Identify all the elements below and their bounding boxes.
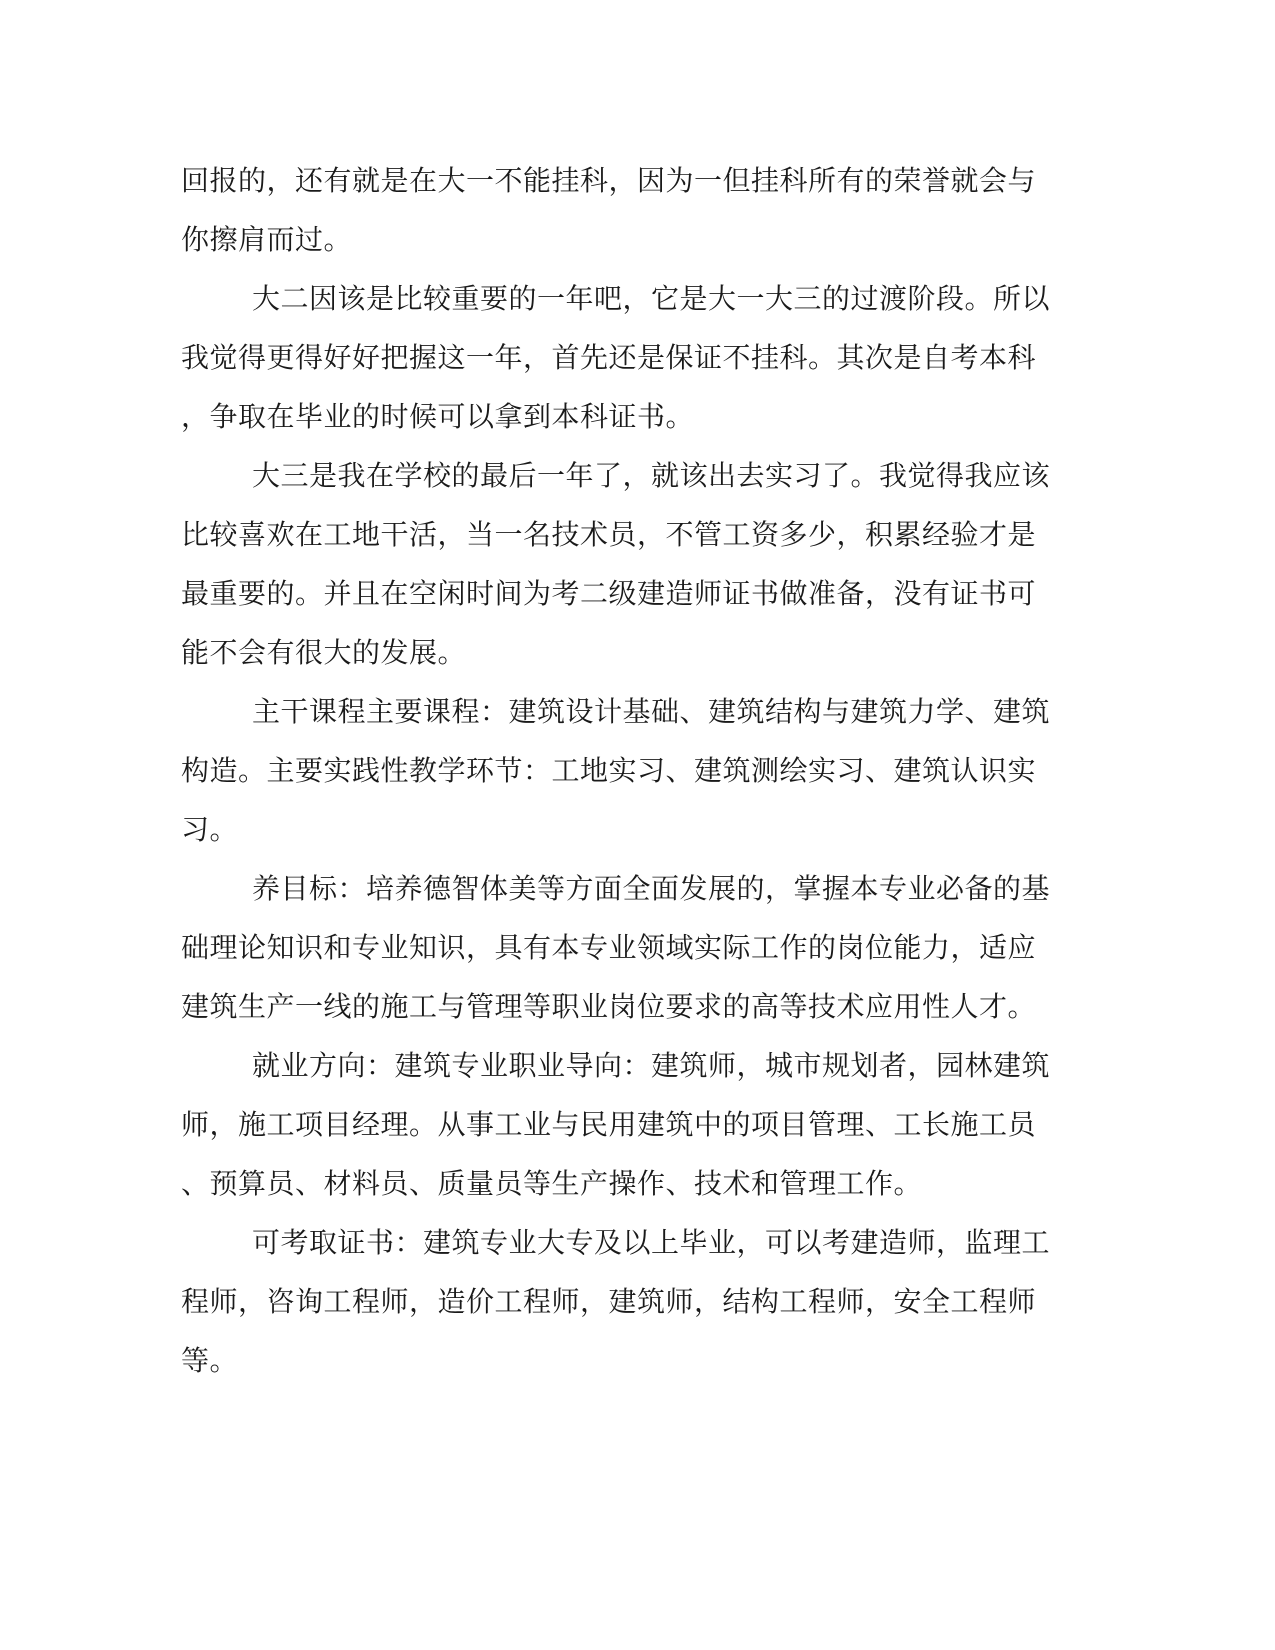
- text-line: 最重要的。并且在空闲时间为考二级建造师证书做准备，没有证书可: [181, 577, 1037, 610]
- paragraph-first-line: 养目标：培养德智体美等方面全面发展的，掌握本专业必备的基: [252, 872, 1051, 905]
- text-line: 础理论知识和专业知识，具有本专业领域实际工作的岗位能力，适应: [181, 931, 1037, 964]
- text-line: 比较喜欢在工地干活，当一名技术员，不管工资多少，积累经验才是: [181, 518, 1037, 551]
- text-line: 回报的，还有就是在大一不能挂科，因为一但挂科所有的荣誉就会与: [181, 164, 1037, 197]
- paragraph-first-line: 可考取证书：建筑专业大专及以上毕业，可以考建造师，监理工: [252, 1226, 1051, 1259]
- text-line: 习。: [181, 813, 239, 846]
- paragraph-first-line: 就业方向：建筑专业职业导向：建筑师，城市规划者，园林建筑: [252, 1049, 1051, 1082]
- text-line: 建筑生产一线的施工与管理等职业岗位要求的高等技术应用性人才。: [181, 990, 1037, 1023]
- text-line: 、预算员、材料员、质量员等生产操作、技术和管理工作。: [181, 1167, 923, 1200]
- text-line: 程师，咨询工程师，造价工程师，建筑师，结构工程师，安全工程师: [181, 1285, 1037, 1318]
- paragraph-first-line: 大三是我在学校的最后一年了，就该出去实习了。我觉得我应该: [252, 459, 1051, 492]
- paragraph-first-line: 大二因该是比较重要的一年吧，它是大一大三的过渡阶段。所以: [252, 282, 1051, 315]
- text-line: 我觉得更得好好把握这一年，首先还是保证不挂科。其次是自考本科: [181, 341, 1037, 374]
- text-line: 等。: [181, 1344, 239, 1377]
- text-line: 构造。主要实践性教学环节：工地实习、建筑测绘实习、建筑认识实: [181, 754, 1037, 787]
- text-line: 师，施工项目经理。从事工业与民用建筑中的项目管理、工长施工员: [181, 1108, 1037, 1141]
- text-line: ，争取在毕业的时候可以拿到本科证书。: [181, 400, 695, 433]
- document-body: [181, 159, 1051, 1398]
- text-line: 能不会有很大的发展。: [181, 636, 467, 669]
- text-line: 你擦肩而过。: [181, 223, 353, 256]
- paragraph-first-line: 主干课程主要课程：建筑设计基础、建筑结构与建筑力学、建筑: [252, 695, 1051, 728]
